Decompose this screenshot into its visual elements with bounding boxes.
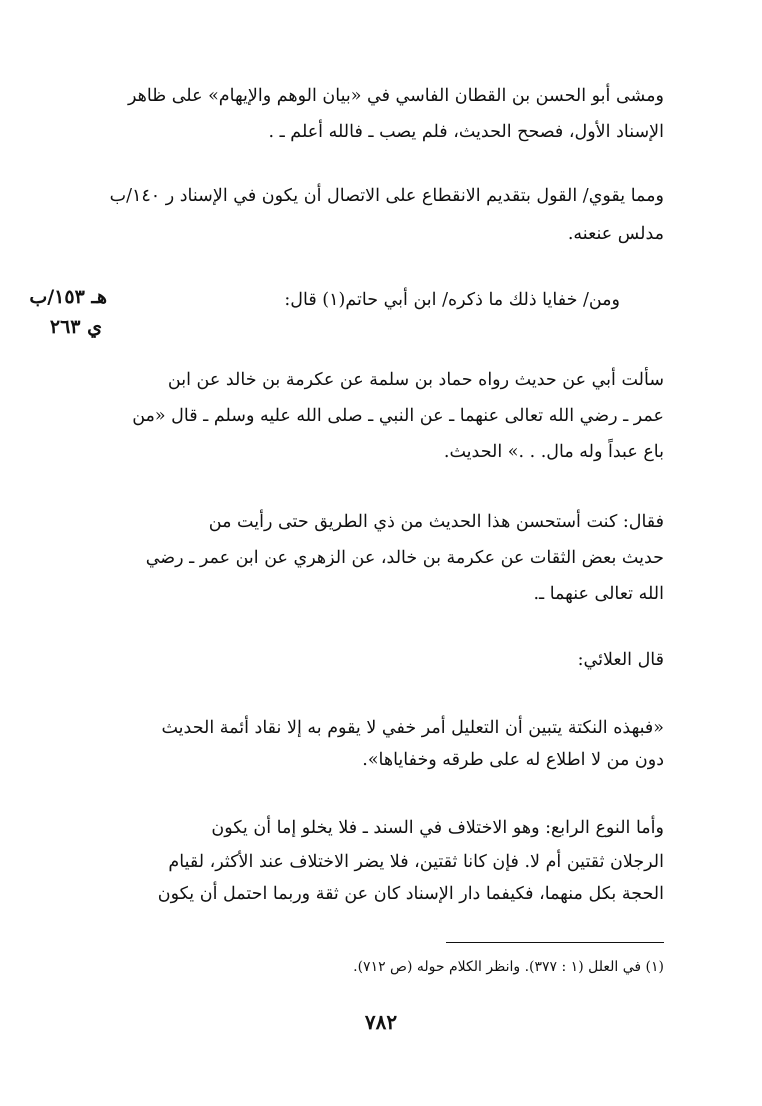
page-number: ٧٨٢ [364, 1010, 398, 1034]
footnote-separator [446, 942, 664, 943]
text-line: ومشى أبو الحسن بن القطان الفاسي في «بيان الوهم والإيهام» على ظاهر [128, 86, 664, 106]
text-line: دون من لا اطلاع له على طرقه وخفاياها». [362, 750, 664, 770]
text-line: الحجة بكل منهما، فكيفما دار الإسناد كان عن ثقة وربما احتمل أن يكون [157, 884, 664, 904]
text-line: عمر ـ رضي الله تعالى عنهما ـ عن النبي ـ صلى الله عليه وسلم ـ قال «من [132, 406, 664, 426]
text-line: الرجلان ثقتين أم لا. فإن كانا ثقتين، فلا يضر الاختلاف عند الأكثر، لقيام [168, 852, 664, 872]
text-line: وأما النوع الرابع: وهو الاختلاف في السند ـ فلا يخلو إما أن يكون [211, 818, 664, 838]
text-line: ومن/ خفايا ذلك ما ذكره/ ابن أبي حاتم(١) قال: [284, 290, 620, 310]
text-line: حديث بعض الثقات عن عكرمة بن خالد، عن الزهري عن ابن عمر ـ رضي [145, 548, 664, 568]
text-line: الإسناد الأول، فصحح الحديث، فلم يصب ـ فالله أعلم ـ . [268, 122, 664, 142]
text-line: مدلس عنعنه. [567, 224, 664, 244]
text-line: «فبهذه النكتة يتبين أن التعليل أمر خفي لا يقوم به إلا نقاد أئمة الحديث [161, 718, 664, 738]
text-line: قال العلائي: [577, 650, 664, 670]
text-line: فقال: كنت أستحسن هذا الحديث من ذي الطريق حتى رأيت من [208, 512, 664, 532]
text-line: سألت أبي عن حديث رواه حماد بن سلمة عن عكرمة بن خالد عن ابن [167, 370, 664, 390]
text-line: الله تعالى عنهما ـ. [533, 584, 664, 604]
margin-note-manuscript-y: ي ٢٦٣ [49, 316, 102, 338]
margin-note-manuscript-h: هـ ١٥٣/ب [29, 286, 107, 308]
footnote: (١) في العلل (١ : ٣٧٧). وانظر الكلام حوله (ص ٧١٢). [353, 959, 664, 975]
text-line: ومما يقوي/ القول بتقديم الانقطاع على الاتصال أن يكون في الإسناد ر ١٤٠/ب [109, 186, 664, 206]
text-line: باع عبداً وله مال. . .» الحديث. [443, 442, 664, 462]
